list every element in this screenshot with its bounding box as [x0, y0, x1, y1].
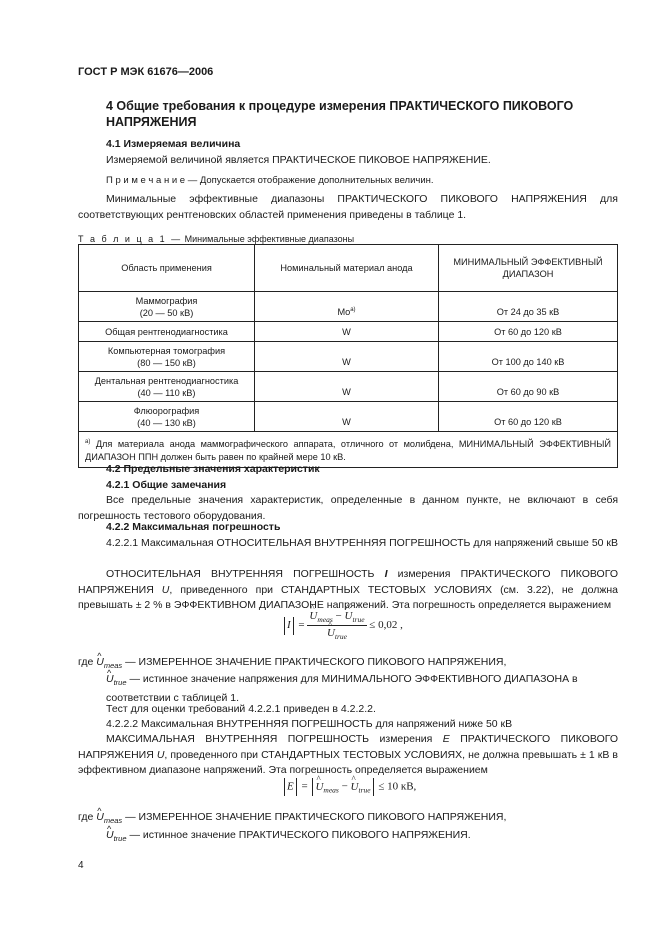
- table-caption-label: Т а б л и ц а 1 —: [78, 234, 183, 244]
- ranges-paragraph: Минимальные эффективные диапазоны ПРАКТИЧЕСКОГО ПИКОВОГО НАПРЯЖЕНИЯ для соответствующих рентгеновских областей применения приведены в таблице 1.: [78, 193, 618, 221]
- abs-bar: [284, 617, 285, 635]
- u-meas: ^ U: [96, 811, 104, 823]
- anode-material: Mo: [337, 307, 351, 317]
- u-true: ^ U: [106, 673, 114, 685]
- section-4-2-1-text: Все предельные значения характеристик, определенные в данном пункте, не включают в себя погрешность тестового оборудования.: [78, 494, 618, 522]
- formula-rhs: ≤ 10 кВ,: [378, 780, 417, 793]
- formula-rhs: ≤ 0,02 ,: [369, 619, 403, 632]
- table-cell-value: От 60 до 120 кВ: [439, 402, 618, 432]
- u-meas: ^ U: [96, 656, 104, 668]
- section-4-2-2-1-text: 4.2.2.1 Максимальная ОТНОСИТЕЛЬНАЯ ВНУТРЕННЯЯ ПОГРЕШНОСТЬ для напряжений свыше 50 кВ: [106, 537, 619, 549]
- table-cell-area: [79, 372, 255, 402]
- document-header: ГОСТ Р МЭК 61676—2006: [78, 66, 214, 78]
- section-4-title: 4 Общие требования к процедуре измерения ПРАКТИЧЕСКОГО ПИКОВОГО НАПРЯЖЕНИЯ: [106, 99, 574, 129]
- para-text: ОТНОСИТЕЛЬНАЯ ВНУТРЕННЯЯ ПОГРЕШНОСТЬ: [106, 568, 385, 580]
- table-row: [79, 372, 618, 402]
- symbol-u: U: [161, 583, 170, 596]
- section-4-2-2-title: 4.2.2 Максимальная погрешность: [106, 521, 281, 533]
- page-number: 4: [78, 860, 84, 871]
- area-name: Общая рентгенодиагностика: [105, 326, 228, 337]
- para-text: , проведенного при СТАНДАРТНЫХ ТЕСТОВЫХ УСЛОВИЯХ, не должна превышать ± 1 кВ в эффективном диапазоне напряжений. Эта погрешность определяется выражением: [78, 748, 618, 776]
- u-meas: ^ U: [315, 781, 323, 793]
- u-true: ^ U: [344, 610, 352, 622]
- para-text: , приведенного при СТАНДАРТНЫХ ТЕСТОВЫХ УСЛОВИЯХ (см. 3.22), не должна превышать ± 2 % в ЭФФЕКТИВНОМ ДИАПАЗОНЕ напряжений. Эта погрешность определяется выражением: [78, 583, 618, 611]
- where-prefix: где: [78, 811, 94, 823]
- table-row: [79, 402, 618, 432]
- table-cell-anode: W: [255, 342, 439, 372]
- sub-meas: meas: [103, 816, 123, 825]
- fraction: [307, 610, 366, 641]
- formula-2: [282, 778, 416, 796]
- table-cell-value: От 60 до 90 кВ: [439, 372, 618, 402]
- area-range: (80 — 150 кВ): [137, 357, 196, 368]
- sub-true: true: [334, 632, 347, 641]
- sub-true: true: [352, 615, 365, 624]
- note-label: П р и м е ч а н и е —: [106, 175, 198, 186]
- sub-true: true: [358, 785, 371, 795]
- table-row: [79, 292, 618, 322]
- formula-lhs: E: [287, 780, 294, 793]
- abs-bar: [293, 617, 294, 635]
- definition-text: — ИЗМЕРЕННОЕ ЗНАЧЕНИЕ ПРАКТИЧЕСКОГО ПИКОВОГО НАПРЯЖЕНИЯ,: [125, 656, 507, 668]
- area-range: (20 — 50 кВ): [139, 307, 194, 318]
- definition-2: [106, 672, 618, 706]
- formula-lhs: I: [287, 619, 291, 632]
- table-row: [79, 342, 618, 372]
- table-header-row: [79, 245, 618, 292]
- area-name: Дентальная рентгенодиагностика: [94, 375, 239, 386]
- note-text: Допускается отображение дополнительных величин.: [199, 175, 434, 186]
- table-cell-area: [79, 292, 255, 322]
- table-cell-anode: W: [255, 322, 439, 342]
- area-range: (40 — 110 кВ): [137, 387, 196, 398]
- table-caption-text: Минимальные эффективные диапазоны: [184, 234, 355, 244]
- symbol-i: I: [384, 568, 388, 580]
- definition-4: [106, 828, 618, 847]
- footnote-mark: a): [85, 439, 91, 445]
- table-cell-area: [79, 322, 255, 342]
- table-cell-value: От 100 до 140 кВ: [439, 342, 618, 372]
- area-name: Флюорография: [133, 405, 200, 416]
- table-cell-area: [79, 342, 255, 372]
- definition-text: — истинное значение напряжения для МИНИМАЛЬНОГО ЭФФЕКТИВНОГО ДИАПАЗОНА в соответствии с таблицей 1.: [106, 673, 578, 704]
- abs-bar: [312, 778, 313, 796]
- symbol-u: U: [156, 748, 165, 761]
- abs-bar: [284, 778, 285, 796]
- u-meas: ^ U: [309, 610, 317, 622]
- formula-1: I = ^ $U_{meas}$ − ^ $U_{true}$ ^ $U_{true}$ ≤ 0,02 ,: [282, 610, 403, 641]
- where-prefix: где: [78, 656, 94, 668]
- section-4-1-title: 4.1 Измеряемая величина: [106, 138, 241, 150]
- abs-bar: [373, 778, 374, 796]
- table-cell-value: От 60 до 120 кВ: [439, 322, 618, 342]
- table-header-cell: Номинальный материал анода: [255, 245, 439, 292]
- u-true: ^ U: [351, 781, 359, 793]
- table-caption: [78, 234, 354, 244]
- table-cell-area: [79, 402, 255, 432]
- u-true: ^ U: [106, 829, 114, 841]
- section-4-2-2-2-paragraph: [78, 732, 618, 779]
- definition-text: — истинное значение ПРАКТИЧЕСКОГО ПИКОВОГО НАПРЯЖЕНИЯ.: [129, 829, 471, 841]
- table-1: [78, 244, 618, 468]
- area-name: Маммография: [135, 295, 198, 306]
- para-text: МАКСИМАЛЬНАЯ ВНУТРЕННЯЯ ПОГРЕШНОСТЬ измерения: [106, 733, 443, 745]
- test-line: Тест для оценки требований 4.2.2.1 приведен в 4.2.2.2.: [106, 703, 376, 715]
- area-range: (40 — 130 кВ): [137, 417, 196, 428]
- section-4-2-1-title: 4.2.1 Общие замечания: [106, 479, 227, 491]
- sub-meas: meas: [103, 661, 123, 670]
- table-header-cell: МИНИМАЛЬНЫЙ ЭФФЕКТИВНЫЙ ДИАПАЗОН: [439, 245, 618, 292]
- equals: =: [298, 780, 311, 793]
- table-cell-anode: W: [255, 372, 439, 402]
- u-true: ^ U: [327, 627, 335, 639]
- minus: −: [338, 780, 351, 793]
- symbol-e: E: [442, 733, 450, 745]
- table-cell-anode: W: [255, 402, 439, 432]
- fraction-denominator: [307, 626, 366, 641]
- sub-true: true: [113, 678, 127, 687]
- table-cell-anode: [255, 292, 439, 322]
- table-row: [79, 322, 618, 342]
- sub-meas: meas: [323, 785, 339, 795]
- section-4-2-title: 4.2 Предельные значения характеристик: [106, 463, 320, 475]
- area-name: Компьютерная томография: [107, 345, 226, 356]
- sub-meas: meas: [317, 615, 333, 624]
- footnote-text: Для материала анода маммографического аппарата, отличного от молибдена, МИНИМАЛЬНЫЙ ЭФФЕКТИВНЫЙ ДИАПАЗОН ППН должен быть равен по крайней мере 10 кВ.: [85, 439, 612, 462]
- para-text: измерения ПРАКТИЧЕСКОГО ПИКОВОГО НАПРЯЖЕНИЯ: [78, 568, 618, 596]
- section-4-2-2-2-text: 4.2.2.2 Максимальная ВНУТРЕННЯЯ ПОГРЕШНОСТЬ для напряжений ниже 50 кВ: [106, 718, 513, 730]
- table-cell-value: От 24 до 35 кВ: [439, 292, 618, 322]
- note: [106, 175, 434, 186]
- definition-3: [78, 810, 618, 829]
- table-header-cell: Область применения: [79, 245, 255, 292]
- minus: −: [332, 610, 345, 622]
- anode-footnote-mark: a): [350, 306, 356, 313]
- section-4-1-text: Измеряемой величиной является ПРАКТИЧЕСКОЕ ПИКОВОЕ НАПРЯЖЕНИЕ.: [106, 154, 491, 166]
- fraction-numerator: [307, 610, 366, 626]
- sub-true: true: [113, 834, 127, 843]
- definition-1: [78, 655, 618, 674]
- para-text: ПРАКТИЧЕСКОГО ПИКОВОГО НАПРЯЖЕНИЯ: [78, 733, 618, 761]
- definition-text: — ИЗМЕРЕННОЕ ЗНАЧЕНИЕ ПРАКТИЧЕСКОГО ПИКОВОГО НАПРЯЖЕНИЯ,: [125, 811, 507, 823]
- abs-bar: [296, 778, 297, 796]
